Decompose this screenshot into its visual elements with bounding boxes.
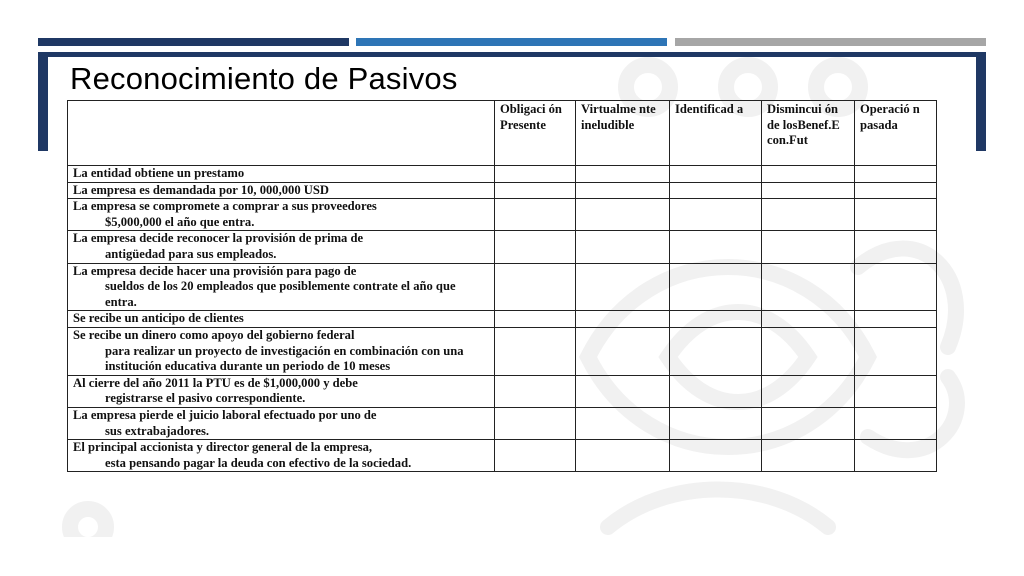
row-label-cell bbox=[68, 263, 495, 311]
empty-cell bbox=[576, 263, 670, 311]
table-row bbox=[68, 182, 937, 199]
slide-title: Reconocimiento de Pasivos bbox=[70, 61, 458, 96]
empty-cell bbox=[495, 311, 576, 328]
empty-cell bbox=[670, 166, 762, 183]
empty-cell bbox=[762, 407, 855, 439]
row-first-line: Se recibe un anticipo de clientes bbox=[73, 311, 244, 326]
column-header: Obligaci ón Presente bbox=[495, 101, 576, 166]
empty-cell bbox=[576, 375, 670, 407]
empty-cell bbox=[576, 440, 670, 472]
empty-cell bbox=[670, 407, 762, 439]
table-header-row bbox=[68, 101, 937, 166]
empty-cell bbox=[495, 407, 576, 439]
empty-cell bbox=[762, 440, 855, 472]
row-first-line: La empresa es demandada por 10, 000,000 USD bbox=[73, 182, 329, 197]
empty-cell bbox=[576, 327, 670, 375]
empty-cell bbox=[495, 199, 576, 231]
empty-cell bbox=[762, 263, 855, 311]
empty-cell bbox=[855, 440, 937, 472]
row-label-cell bbox=[68, 231, 495, 263]
empty-cell bbox=[855, 327, 937, 375]
empty-cell bbox=[855, 166, 937, 183]
table-row bbox=[68, 231, 937, 263]
row-label-cell bbox=[68, 182, 495, 199]
liabilities-table bbox=[67, 100, 937, 472]
column-header: Dismincui ón de losBenef.E con.Fut bbox=[762, 101, 855, 166]
empty-cell bbox=[670, 375, 762, 407]
row-first-line: Se recibe un dinero como apoyo del gobierno federal bbox=[73, 327, 355, 342]
table-row bbox=[68, 440, 937, 472]
row-label-cell bbox=[68, 311, 495, 328]
row-continuation: antigüedad para sus empleados. bbox=[105, 246, 277, 261]
empty-cell bbox=[495, 327, 576, 375]
empty-cell bbox=[495, 231, 576, 263]
empty-cell bbox=[576, 407, 670, 439]
empty-cell bbox=[670, 440, 762, 472]
row-first-line: La empresa se compromete a comprar a sus proveedores bbox=[73, 199, 377, 214]
content-panel bbox=[48, 57, 976, 537]
empty-cell bbox=[855, 182, 937, 199]
accent-bar-dark bbox=[38, 38, 349, 46]
table-row bbox=[68, 375, 937, 407]
empty-cell bbox=[495, 263, 576, 311]
row-continuation: registrarse el pasivo correspondiente. bbox=[105, 391, 306, 406]
empty-cell bbox=[762, 375, 855, 407]
accent-bar-gray bbox=[675, 38, 986, 46]
empty-cell bbox=[670, 199, 762, 231]
accent-bar-blue bbox=[356, 38, 667, 46]
row-continuation: sus extrabajadores. bbox=[105, 423, 210, 438]
empty-cell bbox=[855, 375, 937, 407]
empty-cell bbox=[762, 327, 855, 375]
empty-cell bbox=[576, 166, 670, 183]
empty-cell bbox=[762, 311, 855, 328]
empty-cell bbox=[762, 182, 855, 199]
row-label-cell bbox=[68, 327, 495, 375]
empty-cell bbox=[576, 231, 670, 263]
row-continuation: sueldos de los 20 empleados que posiblemente contrate el año que entra. bbox=[105, 279, 456, 309]
empty-cell bbox=[855, 311, 937, 328]
empty-cell bbox=[855, 231, 937, 263]
empty-cell bbox=[762, 199, 855, 231]
row-label-cell bbox=[68, 166, 495, 183]
empty-cell bbox=[670, 263, 762, 311]
row-first-line: La empresa decide reconocer la provisión de prima de bbox=[73, 231, 364, 246]
table-row bbox=[68, 166, 937, 183]
row-first-line: La entidad obtiene un prestamo bbox=[73, 166, 245, 180]
row-label-cell bbox=[68, 440, 495, 472]
empty-cell bbox=[576, 199, 670, 231]
empty-cell bbox=[855, 199, 937, 231]
table-row bbox=[68, 327, 937, 375]
empty-cell bbox=[495, 440, 576, 472]
column-header: Identificad a bbox=[670, 101, 762, 166]
empty-cell bbox=[855, 407, 937, 439]
row-label-cell bbox=[68, 199, 495, 231]
empty-cell bbox=[670, 327, 762, 375]
table-row bbox=[68, 199, 937, 231]
column-header: Operació n pasada bbox=[855, 101, 937, 166]
empty-cell bbox=[576, 182, 670, 199]
empty-cell bbox=[670, 182, 762, 199]
row-continuation: $5,000,000 el año que entra. bbox=[105, 214, 255, 229]
empty-cell bbox=[762, 166, 855, 183]
header-empty-cell bbox=[68, 101, 495, 166]
empty-cell bbox=[762, 231, 855, 263]
column-header: Virtualme nte ineludible bbox=[576, 101, 670, 166]
table-row bbox=[68, 263, 937, 311]
row-first-line: La empresa pierde el juicio laboral efectuado por uno de bbox=[73, 407, 377, 422]
row-first-line: Al cierre del año 2011 la PTU es de $1,000,000 y debe bbox=[73, 375, 358, 390]
row-continuation: para realizar un proyecto de investigación en combinación con una institución educativa durante un periodo de 10 meses bbox=[105, 343, 464, 374]
empty-cell bbox=[495, 182, 576, 199]
row-continuation: esta pensando pagar la deuda con efectivo de la sociedad. bbox=[105, 455, 412, 470]
empty-cell bbox=[670, 231, 762, 263]
empty-cell bbox=[855, 263, 937, 311]
row-label-cell bbox=[68, 375, 495, 407]
row-first-line: El principal accionista y director general de la empresa, bbox=[73, 440, 373, 455]
row-label-cell bbox=[68, 407, 495, 439]
table-row bbox=[68, 311, 937, 328]
empty-cell bbox=[495, 166, 576, 183]
empty-cell bbox=[670, 311, 762, 328]
empty-cell bbox=[495, 375, 576, 407]
row-first-line: La empresa decide hacer una provisión para pago de bbox=[73, 263, 357, 278]
table-row bbox=[68, 407, 937, 439]
empty-cell bbox=[576, 311, 670, 328]
